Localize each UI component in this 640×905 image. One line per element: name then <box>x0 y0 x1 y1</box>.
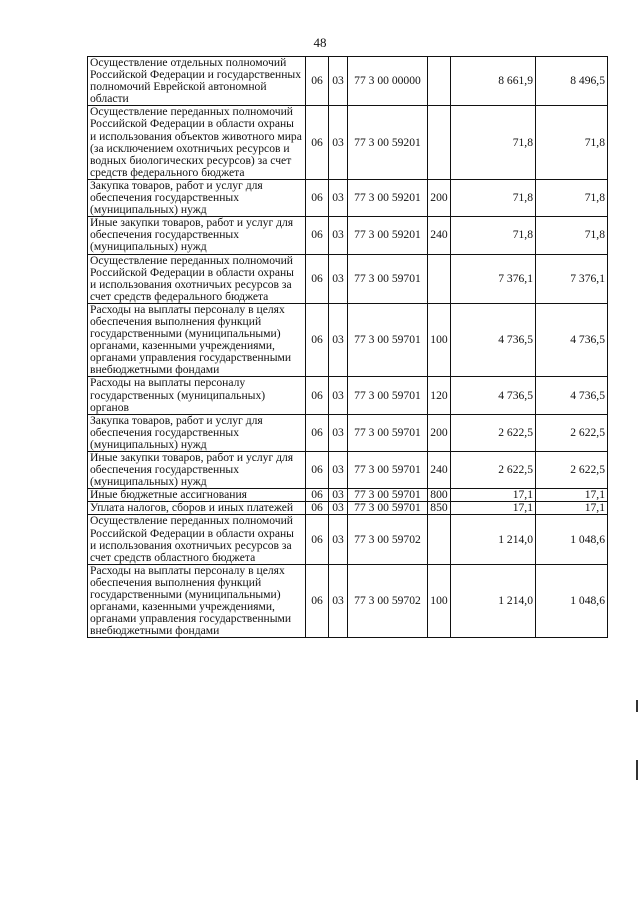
table-row <box>88 57 608 106</box>
row-name-cell: Расходы на выплаты персоналу в целях обеспечения выполнения функций государственными (муниципальными) органами, казенными учреждениями, органами управления государственными внебюджетными фондами <box>88 564 306 638</box>
section-code-cell: 06 <box>306 179 329 216</box>
subsection-code-cell: 03 <box>329 502 348 515</box>
amount-cell-2: 7 376,1 <box>536 254 608 303</box>
table-row <box>88 106 608 180</box>
amount-cell-1: 17,1 <box>451 502 536 515</box>
expense-type-cell: 100 <box>428 564 451 638</box>
subsection-code-cell: 03 <box>329 217 348 254</box>
section-code-cell: 06 <box>306 414 329 451</box>
table-row <box>88 303 608 377</box>
row-name-cell: Закупка товаров, работ и услуг для обеспечения государственных (муниципальных) нужд <box>88 414 306 451</box>
amount-cell-2: 71,8 <box>536 217 608 254</box>
expense-type-cell <box>428 106 451 180</box>
section-code-cell: 06 <box>306 489 329 502</box>
section-code-cell: 06 <box>306 57 329 106</box>
expense-type-cell: 120 <box>428 377 451 414</box>
expense-type-cell: 200 <box>428 179 451 216</box>
amount-cell-2: 8 496,5 <box>536 57 608 106</box>
expense-type-cell: 240 <box>428 452 451 489</box>
subsection-code-cell: 03 <box>329 254 348 303</box>
target-article-cell: 77 3 00 59701 <box>348 502 428 515</box>
table-row <box>88 377 608 414</box>
row-name-cell: Закупка товаров, работ и услуг для обеспечения государственных (муниципальных) нужд <box>88 179 306 216</box>
page-number: 48 <box>313 35 327 50</box>
table-row <box>88 254 608 303</box>
row-name-cell: Осуществление отдельных полномочий Российской Федерации и государственных полномочий Еврейской автономной области <box>88 57 306 106</box>
subsection-code-cell: 03 <box>329 489 348 502</box>
subsection-code-cell: 03 <box>329 106 348 180</box>
table-row <box>88 452 608 489</box>
row-name-cell: Иные закупки товаров, работ и услуг для обеспечения государственных (муниципальных) нужд <box>88 217 306 254</box>
amount-cell-1: 71,8 <box>451 179 536 216</box>
section-code-cell: 06 <box>306 377 329 414</box>
section-code-cell: 06 <box>306 502 329 515</box>
scan-edge-mark <box>636 700 638 712</box>
amount-cell-2: 2 622,5 <box>536 414 608 451</box>
target-article-cell: 77 3 00 59701 <box>348 452 428 489</box>
target-article-cell: 77 3 00 59701 <box>348 414 428 451</box>
expense-type-cell <box>428 57 451 106</box>
table-row <box>88 489 608 502</box>
row-name-cell: Иные бюджетные ассигнования <box>88 489 306 502</box>
target-article-cell: 77 3 00 59701 <box>348 489 428 502</box>
table-row <box>88 179 608 216</box>
amount-cell-2: 4 736,5 <box>536 377 608 414</box>
amount-cell-2: 71,8 <box>536 106 608 180</box>
amount-cell-1: 71,8 <box>451 106 536 180</box>
target-article-cell: 77 3 00 00000 <box>348 57 428 106</box>
amount-cell-1: 4 736,5 <box>451 377 536 414</box>
section-code-cell: 06 <box>306 452 329 489</box>
budget-table <box>87 56 608 638</box>
target-article-cell: 77 3 00 59702 <box>348 515 428 564</box>
expense-type-cell <box>428 254 451 303</box>
expense-type-cell: 200 <box>428 414 451 451</box>
table-row <box>88 217 608 254</box>
row-name-cell: Иные закупки товаров, работ и услуг для обеспечения государственных (муниципальных) нужд <box>88 452 306 489</box>
amount-cell-1: 2 622,5 <box>451 414 536 451</box>
amount-cell-2: 1 048,6 <box>536 515 608 564</box>
subsection-code-cell: 03 <box>329 57 348 106</box>
section-code-cell: 06 <box>306 254 329 303</box>
amount-cell-2: 17,1 <box>536 502 608 515</box>
row-name-cell: Осуществление переданных полномочий Российской Федерации в области охраны и использования охотничьих ресурсов за счет средств областного бюджета <box>88 515 306 564</box>
amount-cell-2: 17,1 <box>536 489 608 502</box>
target-article-cell: 77 3 00 59201 <box>348 106 428 180</box>
expense-type-cell: 800 <box>428 489 451 502</box>
target-article-cell: 77 3 00 59702 <box>348 564 428 638</box>
table-row <box>88 564 608 638</box>
subsection-code-cell: 03 <box>329 564 348 638</box>
expense-type-cell: 850 <box>428 502 451 515</box>
row-name-cell: Осуществление переданных полномочий Российской Федерации в области охраны и использования охотничьих ресурсов за счет средств федерального бюджета <box>88 254 306 303</box>
table-row <box>88 502 608 515</box>
amount-cell-1: 7 376,1 <box>451 254 536 303</box>
amount-cell-1: 17,1 <box>451 489 536 502</box>
section-code-cell: 06 <box>306 217 329 254</box>
expense-type-cell: 100 <box>428 303 451 377</box>
subsection-code-cell: 03 <box>329 515 348 564</box>
subsection-code-cell: 03 <box>329 179 348 216</box>
subsection-code-cell: 03 <box>329 303 348 377</box>
amount-cell-1: 8 661,9 <box>451 57 536 106</box>
target-article-cell: 77 3 00 59701 <box>348 303 428 377</box>
target-article-cell: 77 3 00 59701 <box>348 377 428 414</box>
scan-edge-mark <box>636 760 638 780</box>
row-name-cell: Уплата налогов, сборов и иных платежей <box>88 502 306 515</box>
amount-cell-2: 2 622,5 <box>536 452 608 489</box>
row-name-cell: Расходы на выплаты персоналу в целях обеспечения выполнения функций государственными (муниципальными) органами, казенными учреждениями, органами управления государственными внебюджетными фондами <box>88 303 306 377</box>
section-code-cell: 06 <box>306 564 329 638</box>
table-row <box>88 414 608 451</box>
amount-cell-1: 4 736,5 <box>451 303 536 377</box>
target-article-cell: 77 3 00 59701 <box>348 254 428 303</box>
section-code-cell: 06 <box>306 106 329 180</box>
amount-cell-1: 71,8 <box>451 217 536 254</box>
target-article-cell: 77 3 00 59201 <box>348 217 428 254</box>
section-code-cell: 06 <box>306 303 329 377</box>
amount-cell-2: 4 736,5 <box>536 303 608 377</box>
section-code-cell: 06 <box>306 515 329 564</box>
amount-cell-1: 1 214,0 <box>451 515 536 564</box>
target-article-cell: 77 3 00 59201 <box>348 179 428 216</box>
amount-cell-2: 1 048,6 <box>536 564 608 638</box>
amount-cell-1: 2 622,5 <box>451 452 536 489</box>
subsection-code-cell: 03 <box>329 414 348 451</box>
amount-cell-1: 1 214,0 <box>451 564 536 638</box>
row-name-cell: Расходы на выплаты персоналу государственных (муниципальных) органов <box>88 377 306 414</box>
expense-type-cell: 240 <box>428 217 451 254</box>
subsection-code-cell: 03 <box>329 452 348 489</box>
budget-table-body <box>88 57 608 638</box>
subsection-code-cell: 03 <box>329 377 348 414</box>
amount-cell-2: 71,8 <box>536 179 608 216</box>
table-row <box>88 515 608 564</box>
expense-type-cell <box>428 515 451 564</box>
row-name-cell: Осуществление переданных полномочий Российской Федерации в области охраны и использования объектов животного мира (за исключением охотничьих ресурсов и водных биологических ресурсов) за счет средств федерального бюджета <box>88 106 306 180</box>
